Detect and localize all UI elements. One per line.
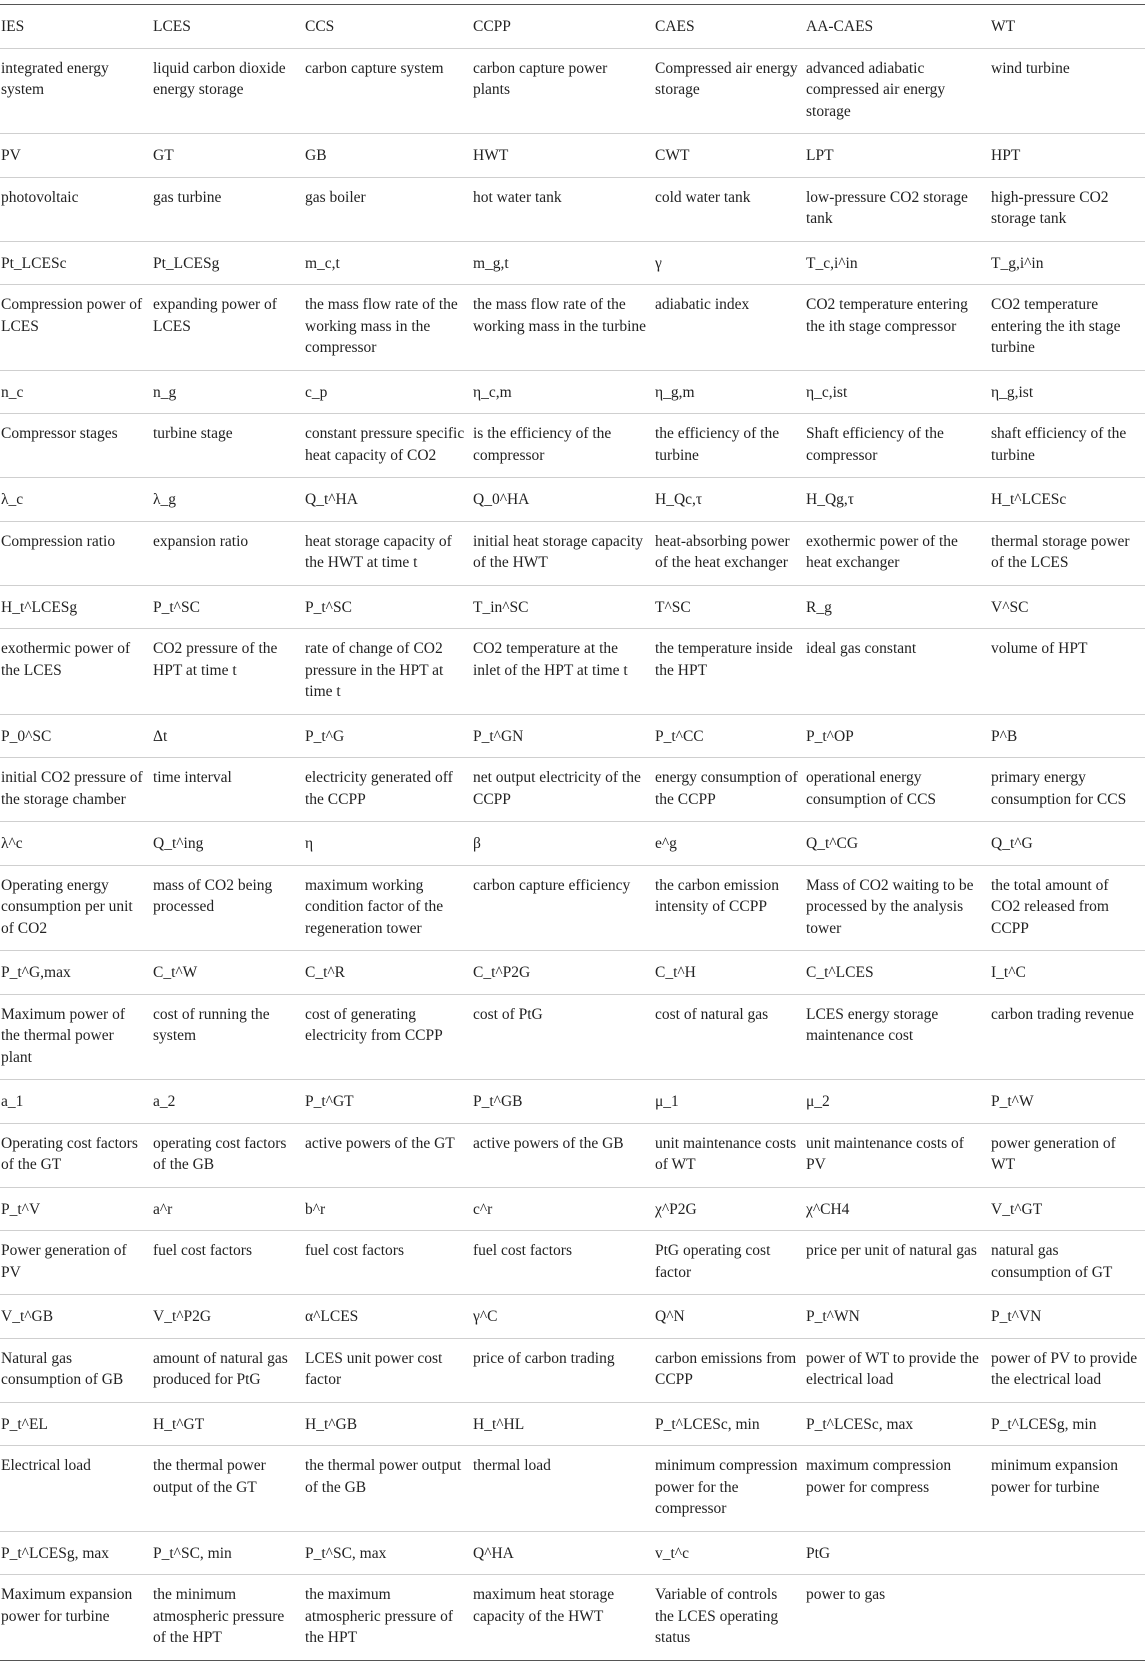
symbol-cell: P_t^LCESc, min	[654, 1402, 805, 1446]
symbol-cell: LCES	[152, 5, 304, 49]
description-cell: the mass flow rate of the working mass in the turbine	[472, 285, 654, 371]
symbol-row	[0, 822, 1145, 866]
symbol-row	[0, 1402, 1145, 1446]
symbol-cell: P_t^GB	[472, 1080, 654, 1124]
symbol-cell: P_t^W	[990, 1080, 1145, 1124]
symbol-cell: P_t^V	[0, 1187, 152, 1231]
symbol-cell: P_t^LCESg, max	[0, 1531, 152, 1575]
symbol-cell: Q_t^HA	[304, 478, 472, 522]
description-cell: fuel cost factors	[152, 1231, 304, 1295]
description-cell: low-pressure CO2 storage tank	[805, 177, 990, 241]
symbol-cell: m_c,t	[304, 241, 472, 285]
symbol-cell: P_t^VN	[990, 1295, 1145, 1339]
description-cell: power generation of WT	[990, 1123, 1145, 1187]
description-cell: Compression ratio	[0, 521, 152, 585]
description-cell: cost of natural gas	[654, 994, 805, 1080]
symbol-cell: H_t^HL	[472, 1402, 654, 1446]
symbol-cell: λ^c	[0, 822, 152, 866]
description-row	[0, 994, 1145, 1080]
description-cell: the total amount of CO2 released from CCPP	[990, 865, 1145, 951]
symbol-cell: CAES	[654, 5, 805, 49]
description-row	[0, 414, 1145, 478]
symbol-cell: λ_g	[152, 478, 304, 522]
symbol-cell: GB	[304, 134, 472, 178]
description-cell: exothermic power of the heat exchanger	[805, 521, 990, 585]
description-cell: gas boiler	[304, 177, 472, 241]
symbol-cell: T_in^SC	[472, 585, 654, 629]
description-cell: CO2 pressure of the HPT at time t	[152, 629, 304, 715]
symbol-cell: H_t^LCESg	[0, 585, 152, 629]
symbol-cell: P_t^LCESg, min	[990, 1402, 1145, 1446]
symbol-row	[0, 1295, 1145, 1339]
description-cell: integrated energy system	[0, 48, 152, 134]
symbol-cell: V^SC	[990, 585, 1145, 629]
symbol-cell: Q_0^HA	[472, 478, 654, 522]
description-cell: operational energy consumption of CCS	[805, 758, 990, 822]
symbol-cell: μ_1	[654, 1080, 805, 1124]
symbol-cell: H_t^GB	[304, 1402, 472, 1446]
description-cell: initial heat storage capacity of the HWT	[472, 521, 654, 585]
description-cell: electricity generated off the CCPP	[304, 758, 472, 822]
symbol-cell: P_t^LCESc, max	[805, 1402, 990, 1446]
description-cell: LCES unit power cost factor	[304, 1338, 472, 1402]
description-cell: minimum expansion power for turbine	[990, 1446, 1145, 1532]
description-cell: the efficiency of the turbine	[654, 414, 805, 478]
description-row	[0, 1446, 1145, 1532]
symbol-cell: C_t^W	[152, 951, 304, 995]
description-cell: the minimum atmospheric pressure of the HPT	[152, 1575, 304, 1661]
description-cell: shaft efficiency of the turbine	[990, 414, 1145, 478]
table-body	[0, 5, 1145, 1661]
description-cell: active powers of the GB	[472, 1123, 654, 1187]
symbol-cell: IES	[0, 5, 152, 49]
symbol-cell: T_g,i^in	[990, 241, 1145, 285]
description-cell: photovoltaic	[0, 177, 152, 241]
description-cell: maximum heat storage capacity of the HWT	[472, 1575, 654, 1661]
symbol-cell: v_t^c	[654, 1531, 805, 1575]
symbol-cell: PV	[0, 134, 152, 178]
description-cell: power of PV to provide the electrical load	[990, 1338, 1145, 1402]
symbol-row	[0, 370, 1145, 414]
symbol-cell: P_t^SC, min	[152, 1531, 304, 1575]
symbol-cell: C_t^R	[304, 951, 472, 995]
description-cell: Operating energy consumption per unit of CO2	[0, 865, 152, 951]
description-cell: Electrical load	[0, 1446, 152, 1532]
symbol-row	[0, 478, 1145, 522]
symbol-cell: P_t^SC, max	[304, 1531, 472, 1575]
symbol-cell: HPT	[990, 134, 1145, 178]
symbol-cell: H_t^LCESc	[990, 478, 1145, 522]
symbol-cell: χ^P2G	[654, 1187, 805, 1231]
symbol-cell: V_t^GT	[990, 1187, 1145, 1231]
description-cell: volume of HPT	[990, 629, 1145, 715]
description-row	[0, 1231, 1145, 1295]
symbol-cell: α^LCES	[304, 1295, 472, 1339]
symbol-cell: C_t^LCES	[805, 951, 990, 995]
description-cell: thermal load	[472, 1446, 654, 1532]
symbol-cell: Q^HA	[472, 1531, 654, 1575]
symbol-cell: η_c,ist	[805, 370, 990, 414]
description-cell: carbon capture system	[304, 48, 472, 134]
symbol-cell: γ	[654, 241, 805, 285]
symbol-row	[0, 241, 1145, 285]
symbol-cell: P_t^WN	[805, 1295, 990, 1339]
symbol-cell: H_Qc,τ	[654, 478, 805, 522]
symbol-cell: η	[304, 822, 472, 866]
symbol-cell: T^SC	[654, 585, 805, 629]
description-cell: wind turbine	[990, 48, 1145, 134]
description-cell: the mass flow rate of the working mass in the compressor	[304, 285, 472, 371]
symbol-cell: m_g,t	[472, 241, 654, 285]
symbol-cell: P_0^SC	[0, 714, 152, 758]
description-cell: cost of generating electricity from CCPP	[304, 994, 472, 1080]
description-cell: high-pressure CO2 storage tank	[990, 177, 1145, 241]
symbol-cell: T_c,i^in	[805, 241, 990, 285]
symbol-cell: η_g,m	[654, 370, 805, 414]
symbol-row	[0, 1187, 1145, 1231]
symbol-cell: λ_c	[0, 478, 152, 522]
symbol-cell: P_t^G,max	[0, 951, 152, 995]
description-cell: net output electricity of the CCPP	[472, 758, 654, 822]
description-row	[0, 521, 1145, 585]
symbol-cell: C_t^H	[654, 951, 805, 995]
symbol-cell: P_t^OP	[805, 714, 990, 758]
symbol-cell: n_g	[152, 370, 304, 414]
description-row	[0, 48, 1145, 134]
symbol-cell: P_t^GT	[304, 1080, 472, 1124]
symbol-cell: P_t^G	[304, 714, 472, 758]
symbol-row	[0, 1531, 1145, 1575]
description-cell: the carbon emission intensity of CCPP	[654, 865, 805, 951]
description-cell: cold water tank	[654, 177, 805, 241]
description-cell: is the efficiency of the compressor	[472, 414, 654, 478]
description-cell: turbine stage	[152, 414, 304, 478]
description-cell: amount of natural gas produced for PtG	[152, 1338, 304, 1402]
symbol-cell: P_t^CC	[654, 714, 805, 758]
description-cell: Variable of controls the LCES operating status	[654, 1575, 805, 1661]
symbol-cell: WT	[990, 5, 1145, 49]
symbol-row	[0, 714, 1145, 758]
symbol-cell: GT	[152, 134, 304, 178]
description-cell: active powers of the GT	[304, 1123, 472, 1187]
description-row	[0, 1123, 1145, 1187]
description-cell: cost of running the system	[152, 994, 304, 1080]
description-cell: carbon emissions from CCPP	[654, 1338, 805, 1402]
symbol-cell: HWT	[472, 134, 654, 178]
symbol-cell: Pt_LCESc	[0, 241, 152, 285]
description-row	[0, 629, 1145, 715]
description-cell: primary energy consumption for CCS	[990, 758, 1145, 822]
description-cell: advanced adiabatic compressed air energy storage	[805, 48, 990, 134]
symbol-cell: P_t^EL	[0, 1402, 152, 1446]
symbol-cell: b^r	[304, 1187, 472, 1231]
symbol-cell: Pt_LCESg	[152, 241, 304, 285]
description-cell: hot water tank	[472, 177, 654, 241]
symbol-cell: Q^N	[654, 1295, 805, 1339]
description-cell: Shaft efficiency of the compressor	[805, 414, 990, 478]
symbol-cell: η_g,ist	[990, 370, 1145, 414]
symbol-cell: H_Qg,τ	[805, 478, 990, 522]
symbol-cell: P_t^SC	[152, 585, 304, 629]
description-cell: unit maintenance costs of PV	[805, 1123, 990, 1187]
description-cell: fuel cost factors	[472, 1231, 654, 1295]
symbol-cell: CCPP	[472, 5, 654, 49]
description-cell: unit maintenance costs of WT	[654, 1123, 805, 1187]
description-cell: price per unit of natural gas	[805, 1231, 990, 1295]
symbol-cell: β	[472, 822, 654, 866]
symbol-cell: PtG	[805, 1531, 990, 1575]
symbol-cell: c_p	[304, 370, 472, 414]
symbol-cell: e^g	[654, 822, 805, 866]
description-cell: fuel cost factors	[304, 1231, 472, 1295]
symbol-cell: C_t^P2G	[472, 951, 654, 995]
description-cell: cost of PtG	[472, 994, 654, 1080]
description-cell: expanding power of LCES	[152, 285, 304, 371]
description-cell: expansion ratio	[152, 521, 304, 585]
description-cell: CO2 temperature entering the ith stage turbine	[990, 285, 1145, 371]
symbol-cell: P_t^SC	[304, 585, 472, 629]
description-cell: mass of CO2 being processed	[152, 865, 304, 951]
description-cell: Compressor stages	[0, 414, 152, 478]
symbol-cell: P_t^GN	[472, 714, 654, 758]
description-row	[0, 285, 1145, 371]
symbol-cell: CWT	[654, 134, 805, 178]
symbol-row	[0, 585, 1145, 629]
description-cell: PtG operating cost factor	[654, 1231, 805, 1295]
description-cell: operating cost factors of the GB	[152, 1123, 304, 1187]
symbol-cell: Δt	[152, 714, 304, 758]
symbol-row	[0, 1080, 1145, 1124]
description-row	[0, 1575, 1145, 1661]
description-cell: maximum compression power for compress	[805, 1446, 990, 1532]
description-cell: carbon capture power plants	[472, 48, 654, 134]
description-cell: heat-absorbing power of the heat exchanger	[654, 521, 805, 585]
symbol-cell: c^r	[472, 1187, 654, 1231]
symbol-row	[0, 134, 1145, 178]
description-cell: price of carbon trading	[472, 1338, 654, 1402]
description-cell: liquid carbon dioxide energy storage	[152, 48, 304, 134]
description-cell: Operating cost factors of the GT	[0, 1123, 152, 1187]
description-row	[0, 865, 1145, 951]
symbol-cell: μ_2	[805, 1080, 990, 1124]
symbol-cell: R_g	[805, 585, 990, 629]
symbol-cell: χ^CH4	[805, 1187, 990, 1231]
symbol-cell: CCS	[304, 5, 472, 49]
description-cell: constant pressure specific heat capacity of CO2	[304, 414, 472, 478]
symbol-cell: a_2	[152, 1080, 304, 1124]
description-cell: CO2 temperature entering the ith stage compressor	[805, 285, 990, 371]
description-cell: adiabatic index	[654, 285, 805, 371]
description-cell: natural gas consumption of GT	[990, 1231, 1145, 1295]
symbol-cell: I_t^C	[990, 951, 1145, 995]
description-cell: the thermal power output of the GB	[304, 1446, 472, 1532]
description-cell: carbon capture efficiency	[472, 865, 654, 951]
description-cell: Compression power of LCES	[0, 285, 152, 371]
description-cell: Maximum expansion power for turbine	[0, 1575, 152, 1661]
description-cell: LCES energy storage maintenance cost	[805, 994, 990, 1080]
description-row	[0, 1338, 1145, 1402]
description-cell: Power generation of PV	[0, 1231, 152, 1295]
description-cell: energy consumption of the CCPP	[654, 758, 805, 822]
nomenclature-table	[0, 4, 1145, 1661]
description-cell: thermal storage power of the LCES	[990, 521, 1145, 585]
description-row	[0, 758, 1145, 822]
symbol-cell: γ^C	[472, 1295, 654, 1339]
symbol-cell: Q_t^CG	[805, 822, 990, 866]
symbol-cell: AA-CAES	[805, 5, 990, 49]
symbol-cell: η_c,m	[472, 370, 654, 414]
symbol-cell	[990, 1531, 1145, 1575]
symbol-cell: Q_t^G	[990, 822, 1145, 866]
description-cell: maximum working condition factor of the regeneration tower	[304, 865, 472, 951]
symbol-cell: a_1	[0, 1080, 152, 1124]
description-cell: Natural gas consumption of GB	[0, 1338, 152, 1402]
description-cell: gas turbine	[152, 177, 304, 241]
description-cell: initial CO2 pressure of the storage chamber	[0, 758, 152, 822]
symbol-cell: LPT	[805, 134, 990, 178]
symbol-cell: H_t^GT	[152, 1402, 304, 1446]
description-cell: exothermic power of the LCES	[0, 629, 152, 715]
description-cell: time interval	[152, 758, 304, 822]
description-row	[0, 177, 1145, 241]
description-cell: the temperature inside the HPT	[654, 629, 805, 715]
description-cell: the maximum atmospheric pressure of the HPT	[304, 1575, 472, 1661]
description-cell: carbon trading revenue	[990, 994, 1145, 1080]
description-cell: power to gas	[805, 1575, 990, 1661]
description-cell: ideal gas constant	[805, 629, 990, 715]
symbol-cell: P^B	[990, 714, 1145, 758]
description-cell: Compressed air energy storage	[654, 48, 805, 134]
description-cell: rate of change of CO2 pressure in the HPT at time t	[304, 629, 472, 715]
symbol-cell: a^r	[152, 1187, 304, 1231]
description-cell	[990, 1575, 1145, 1661]
symbol-row	[0, 951, 1145, 995]
symbol-cell: n_c	[0, 370, 152, 414]
symbol-cell: V_t^GB	[0, 1295, 152, 1339]
symbol-cell: Q_t^ing	[152, 822, 304, 866]
description-cell: heat storage capacity of the HWT at time t	[304, 521, 472, 585]
description-cell: CO2 temperature at the inlet of the HPT at time t	[472, 629, 654, 715]
description-cell: Maximum power of the thermal power plant	[0, 994, 152, 1080]
description-cell: the thermal power output of the GT	[152, 1446, 304, 1532]
symbol-cell: V_t^P2G	[152, 1295, 304, 1339]
description-cell: minimum compression power for the compressor	[654, 1446, 805, 1532]
description-cell: Mass of CO2 waiting to be processed by the analysis tower	[805, 865, 990, 951]
description-cell: power of WT to provide the electrical load	[805, 1338, 990, 1402]
symbol-row	[0, 5, 1145, 49]
